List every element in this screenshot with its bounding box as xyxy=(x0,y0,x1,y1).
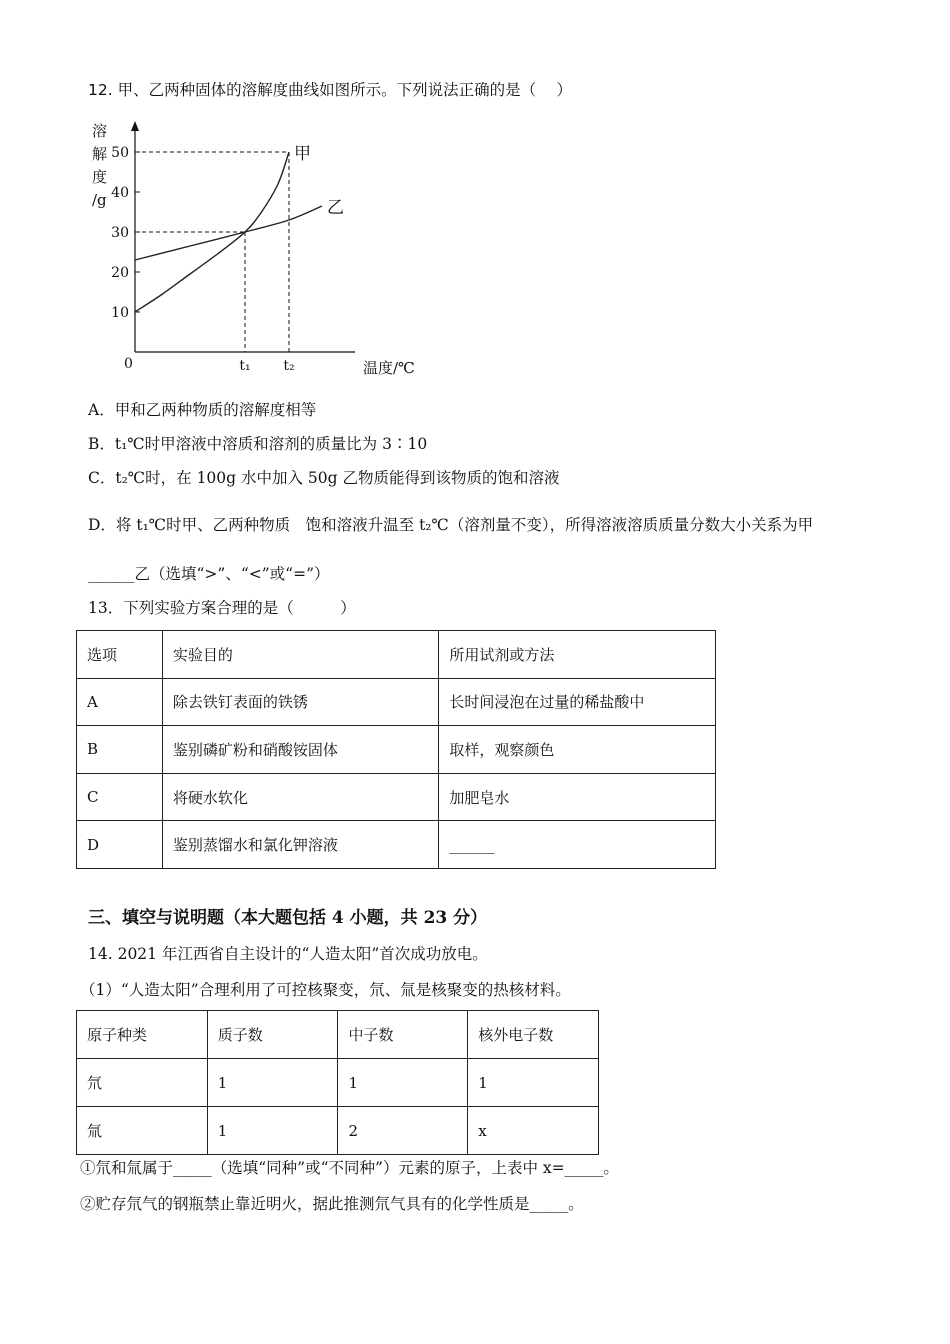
table-cell: 1 xyxy=(338,1059,468,1107)
answer-blank-cell: ______ xyxy=(439,821,716,869)
y-axis-label-char: /g xyxy=(92,191,107,209)
x-axis-label: 温度/℃ xyxy=(363,359,415,377)
header-cell: 中子数 xyxy=(338,1011,468,1059)
q14-sub1: （1）“人造太阳”合理利用了可控核聚变，氘、氚是核聚变的热核材料。 xyxy=(80,981,571,999)
table-row xyxy=(77,821,716,869)
y-tick-label: 40 xyxy=(111,185,129,201)
table-cell: 1 xyxy=(207,1107,338,1155)
header-cell: 选项 xyxy=(77,631,163,679)
q12-option-c: C．t₂℃时，在 100g 水中加入 50g 乙物质能得到该物质的饱和溶液 xyxy=(88,469,560,487)
q14-stem: 14. 2021 年江西省自主设计的“人造太阳”首次成功放电。 xyxy=(88,945,488,963)
table-cell: 将硬水软化 xyxy=(162,773,439,821)
table-cell: D xyxy=(77,821,163,869)
y-tick-label: 20 xyxy=(111,265,129,281)
q13-table xyxy=(76,630,716,869)
table-row xyxy=(77,726,716,774)
table-row xyxy=(77,1107,599,1155)
header-cell: 所用试剂或方法 xyxy=(439,631,716,679)
table-row xyxy=(77,773,716,821)
header-cell: 质子数 xyxy=(207,1011,338,1059)
table-row xyxy=(77,678,716,726)
table-row xyxy=(77,1059,599,1107)
table-cell: 加肥皂水 xyxy=(439,773,716,821)
table-cell: 1 xyxy=(207,1059,338,1107)
table-cell: B xyxy=(77,726,163,774)
table-cell: 氘 xyxy=(77,1059,208,1107)
table-cell: 鉴别磷矿粉和硝酸铵固体 xyxy=(162,726,439,774)
table-cell: 1 xyxy=(468,1059,599,1107)
y-axis-label-char: 度 xyxy=(92,168,108,186)
x-tick-label: t₂ xyxy=(283,358,295,374)
y-axis-label-char: 溶 xyxy=(92,122,108,140)
q12-option-d: D．将 t₁℃时甲、乙两种物质 饱和溶液升温至 t₂℃（溶剂量不变），所得溶液溶质质量分数大小关系为甲 xyxy=(88,516,814,534)
table-cell: A xyxy=(77,678,163,726)
q13-stem: 13．下列实验方案合理的是（ ） xyxy=(88,599,356,617)
q14-blank-1: ①氘和氚属于_____（选填“同种”或“不同种”）元素的原子，上表中 x=_____。 xyxy=(80,1159,619,1177)
q14-blank-2: ②贮存氘气的钢瓶禁止靠近明火，据此推测氘气具有的化学性质是_____。 xyxy=(80,1195,584,1213)
series-label-jia: 甲 xyxy=(294,144,311,164)
y-axis-label-char: 解 xyxy=(92,145,108,163)
table-cell: x xyxy=(468,1107,599,1155)
q14-table xyxy=(76,1010,599,1155)
header-cell: 核外电子数 xyxy=(468,1011,599,1059)
table-header-row xyxy=(77,1011,599,1059)
y-tick-label: 10 xyxy=(111,305,129,321)
solubility-chart xyxy=(80,115,440,385)
table-cell: 取样，观察颜色 xyxy=(439,726,716,774)
table-header-row xyxy=(77,631,716,679)
origin-label: 0 xyxy=(124,356,133,372)
series-label-yi: 乙 xyxy=(327,198,344,218)
header-cell: 实验目的 xyxy=(162,631,439,679)
table-cell: C xyxy=(77,773,163,821)
table-cell: 氚 xyxy=(77,1107,208,1155)
y-axis-arrow xyxy=(131,121,139,131)
y-tick-label: 50 xyxy=(111,145,129,161)
q12-stem: 12. 甲、乙两种固体的溶解度曲线如图所示。下列说法正确的是（ ） xyxy=(88,81,573,99)
q12-option-b: B．t₁℃时甲溶液中溶质和溶剂的质量比为 3∶10 xyxy=(88,435,428,453)
series-curve-yi xyxy=(135,206,322,260)
y-tick-label: 30 xyxy=(111,225,129,241)
section-heading: 三、填空与说明题（本大题包括 4 小题，共 23 分） xyxy=(88,908,488,928)
table-cell: 除去铁钉表面的铁锈 xyxy=(162,678,439,726)
x-tick-label: t₁ xyxy=(239,358,251,374)
table-cell: 鉴别蒸馏水和氯化钾溶液 xyxy=(162,821,439,869)
q12-option-a: A．甲和乙两种物质的溶解度相等 xyxy=(88,401,317,419)
q12-option-d-continued: ______乙（选填“>”、“<”或“=”） xyxy=(88,565,330,583)
table-cell: 2 xyxy=(338,1107,468,1155)
table-cell: 长时间浸泡在过量的稀盐酸中 xyxy=(439,678,716,726)
header-cell: 原子种类 xyxy=(77,1011,208,1059)
